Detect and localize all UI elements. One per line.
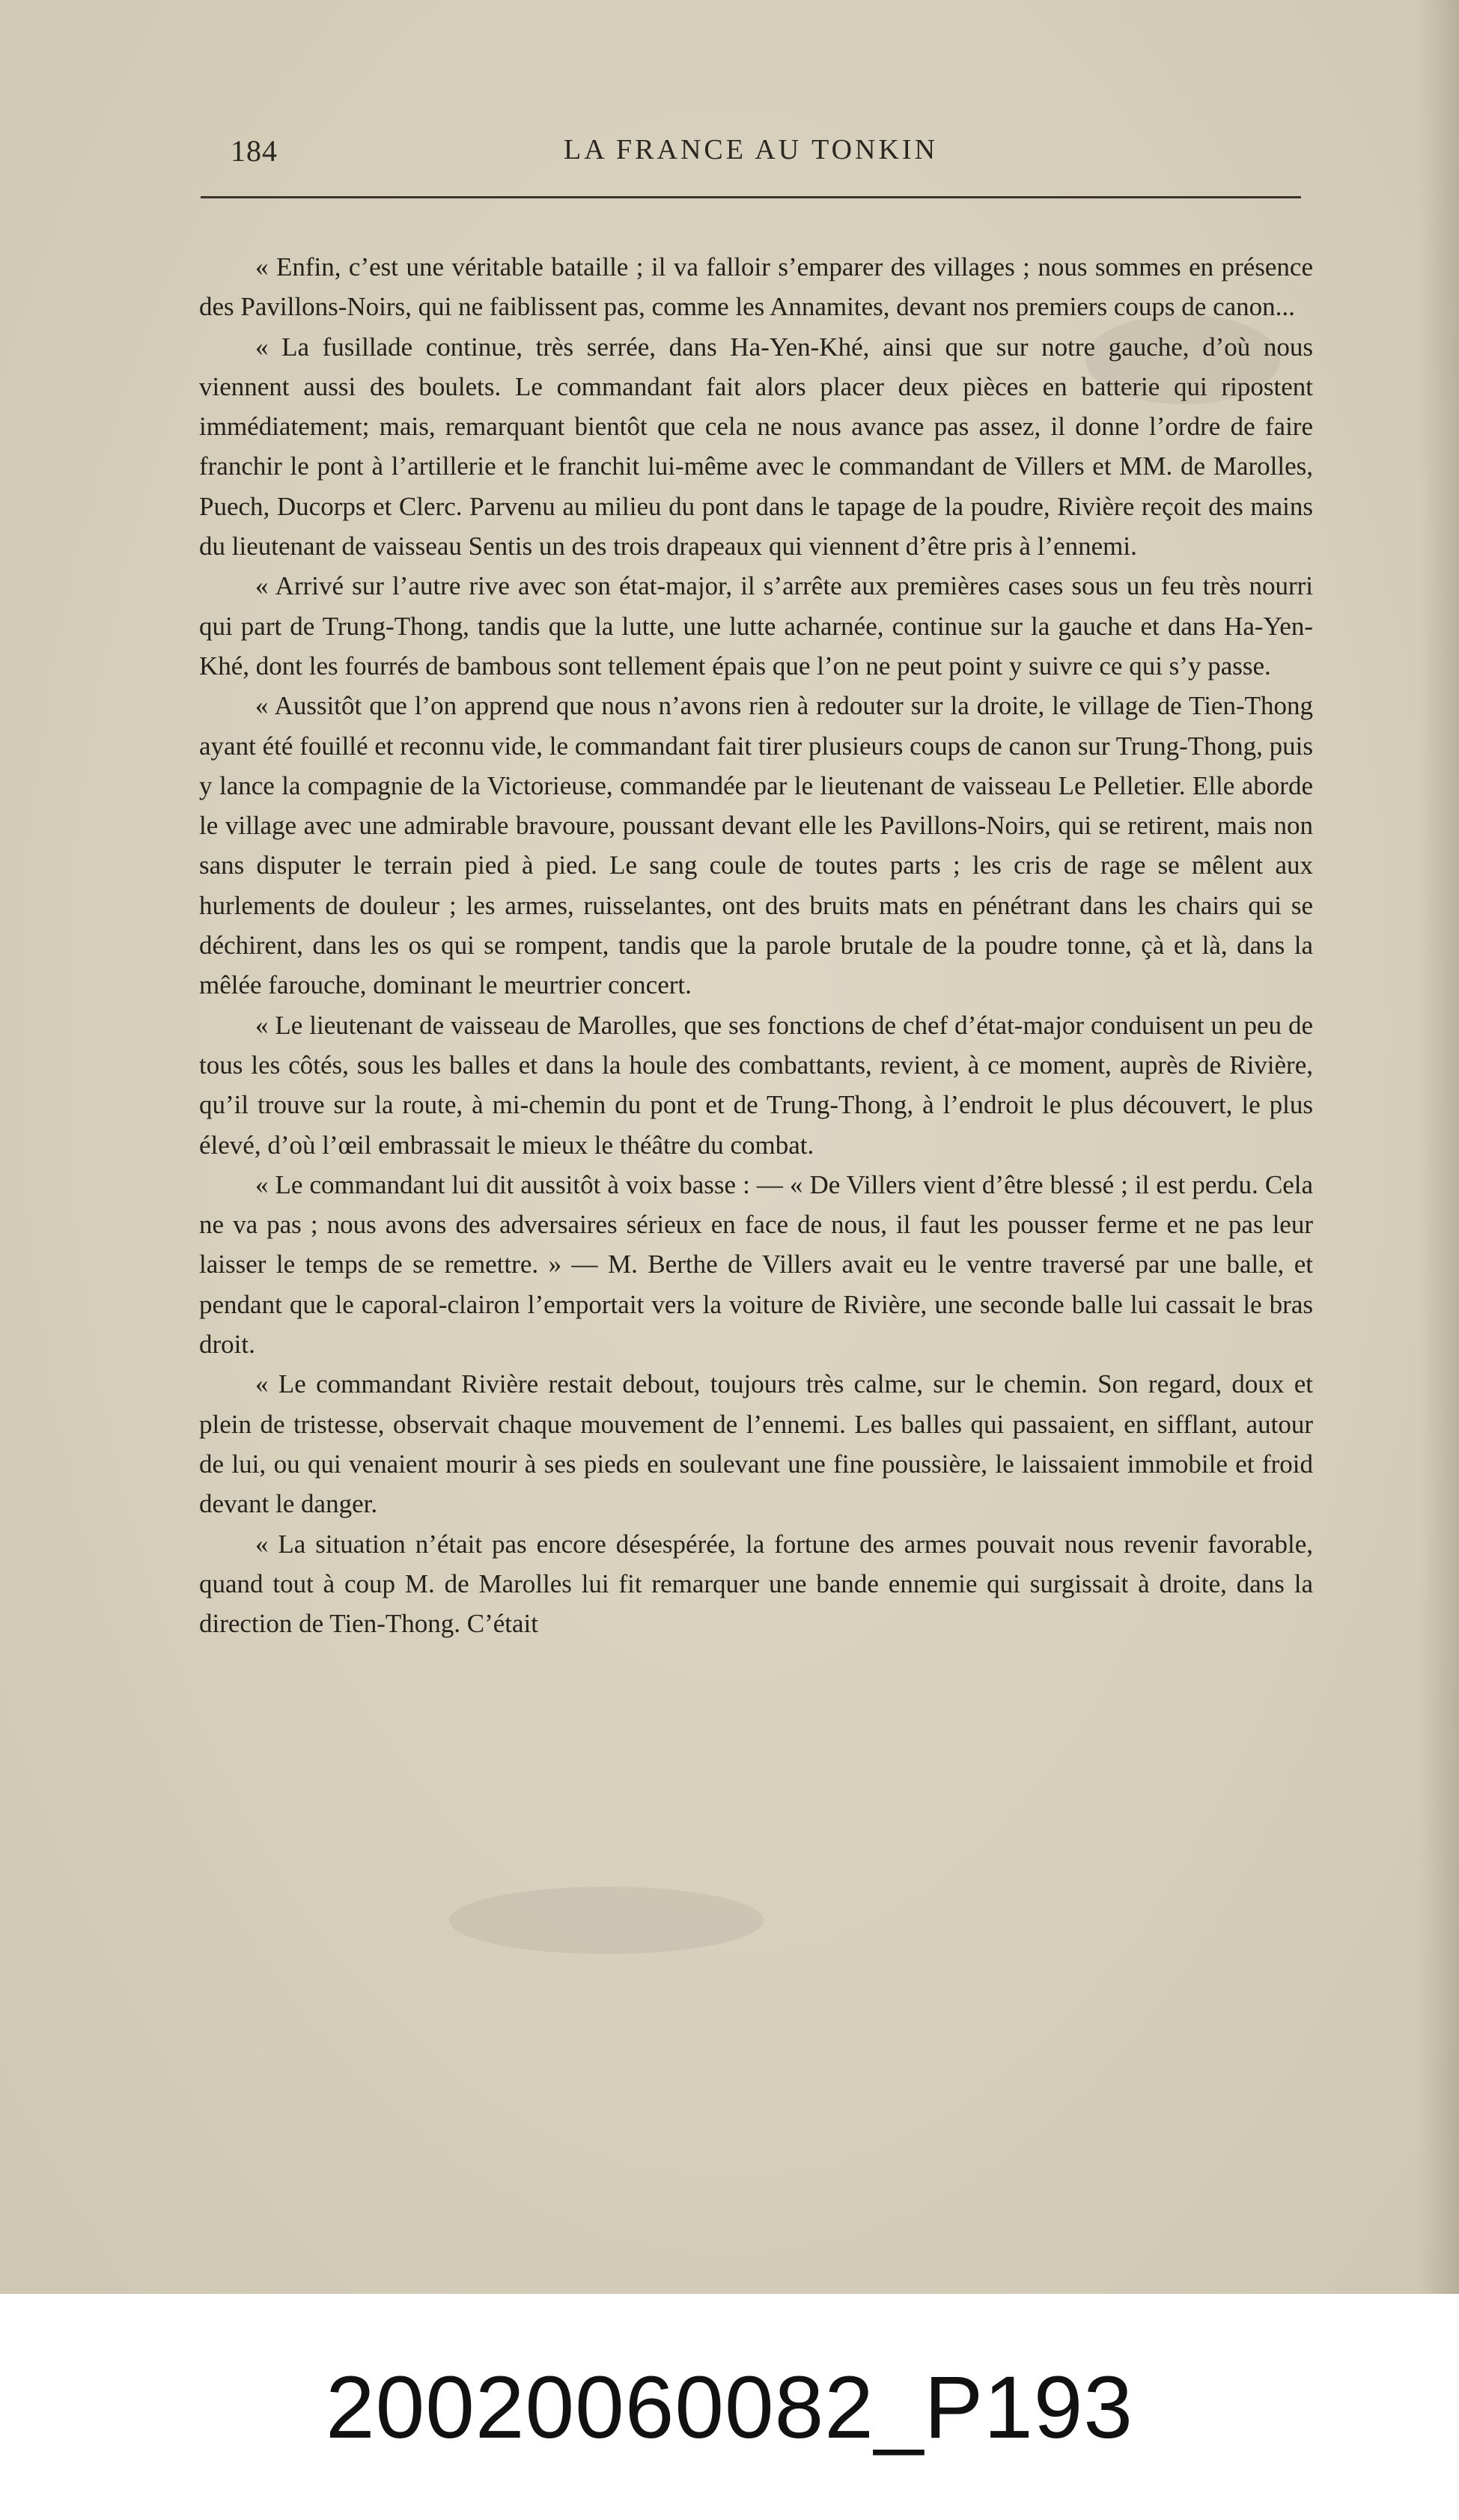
paragraph: « Le commandant Rivière restait debout, toujours très calme, sur le chemin. Son regard, doux et plein de tristesse, observait chaque mouvement de l’ennemi. Les balles qui passaient, en sifflant, autour de lui, ou qui venaient mourir à ses pieds en soulevant une fine poussière, le laissaient immobile et froid devant le danger. — [199, 1369, 1313, 1519]
paragraph: « Aussitôt que l’on apprend que nous n’avons rien à redouter sur la droite, le village de Tien-Thong ayant été fouillé et reconnu vide, le commandant fait tirer plusieurs coups de canon sur Trung-Thong, puis y lance la compagnie de la Victorieuse, commandée par le lieutenant de vaisseau Le Pelletier. Elle aborde le village avec une admirable bravoure, poussant devant elle les Pavillons-Noirs, qui se retirent, mais non sans disputer le terrain pied à pied. Le sang coule de toutes parts ; les cris de rage se mêlent aux hurlements de douleur ; les armes, ruisselantes, ont des bruits mats en pénétrant dans les chairs qui se déchirent, dans les os qui se rompent, tandis que la parole brutale de la poudre tonne, çà et là, dans la mêlée farouche, dominant le meurtrier concert. — [199, 691, 1313, 1000]
page-number: 184 — [231, 134, 278, 168]
paragraph: « La situation n’était pas encore désespérée, la fortune des armes pouvait nous revenir favorable, quand tout à coup M. de Marolles lui fit remarquer une bande ennemie qui surgissait à droite, dans la direction de Tien-Thong. C’était — [199, 1529, 1313, 1639]
header-rule — [201, 196, 1301, 198]
running-title: LA FRANCE AU TONKIN — [563, 134, 939, 165]
paragraph: « Arrivé sur l’autre rive avec son état-major, il s’arrête aux premières cases sous un feu très nourri qui part de Trung-Thong, tandis que la lutte, une lutte acharnée, continue sur la gauche et dans Ha-Yen-Khé, dont les fourrés de bambous sont tellement épais que l’on ne peut point y suivre ce qui s’y passe. — [199, 571, 1313, 681]
paper-stain — [449, 1887, 764, 1954]
archive-id: 20020060082_P193 — [325, 2358, 1134, 2457]
paragraph: « Le lieutenant de vaisseau de Marolles, que ses fonctions de chef d’état-major conduisent un peu de tous les côtés, sous les balles et dans la houle des combattants, revient, à ce moment, auprès de Rivière, qu’il trouve sur la route, à mi-chemin du pont et de Trung-Thong, à l’endroit le plus découvert, le plus élevé, d’où l’œil embrassait le mieux le théâtre du combat. — [199, 1010, 1313, 1160]
page-edge-shadow — [1418, 0, 1459, 2294]
body-text — [199, 247, 1313, 1643]
paragraph: « Le commandant lui dit aussitôt à voix basse : — « De Villers vient d’être blessé ; il est perdu. Cela ne va pas ; nous avons des adversaires sérieux en face de nous, il faut les pousser ferme et ne pas leur laisser le temps de se remettre. » — M. Berthe de Villers avait eu le ventre traversé par une balle, et pendant que le caporal-clairon l’emportait vers la voiture de Rivière, une seconde balle lui cassait le bras droit. — [199, 1169, 1313, 1360]
running-head — [201, 133, 1301, 186]
paragraph: « Enfin, c’est une véritable bataille ; il va falloir s’emparer des villages ; nous sommes en présence des Pavillons-Noirs, qui ne faiblissent pas, comme les Annamites, devant nos premiers coups de canon... — [199, 252, 1313, 322]
paragraph: « La fusillade continue, très serrée, dans Ha-Yen-Khé, ainsi que sur notre gauche, d’où nous viennent aussi des boulets. Le commandant fait alors placer deux pièces en batterie qui ripostent immédiatement; mais, remarquant bientôt que cela ne nous avance pas assez, il donne l’ordre de faire franchir le pont à l’artillerie et le franchit lui-même avec le commandant de Villers et MM. de Marolles, Puech, Ducorps et Clerc. Parvenu au milieu du pont dans le tapage de la poudre, Rivière reçoit des mains du lieutenant de vaisseau Sentis un des trois drapeaux qui viennent d’être pris à l’ennemi. — [199, 332, 1313, 561]
